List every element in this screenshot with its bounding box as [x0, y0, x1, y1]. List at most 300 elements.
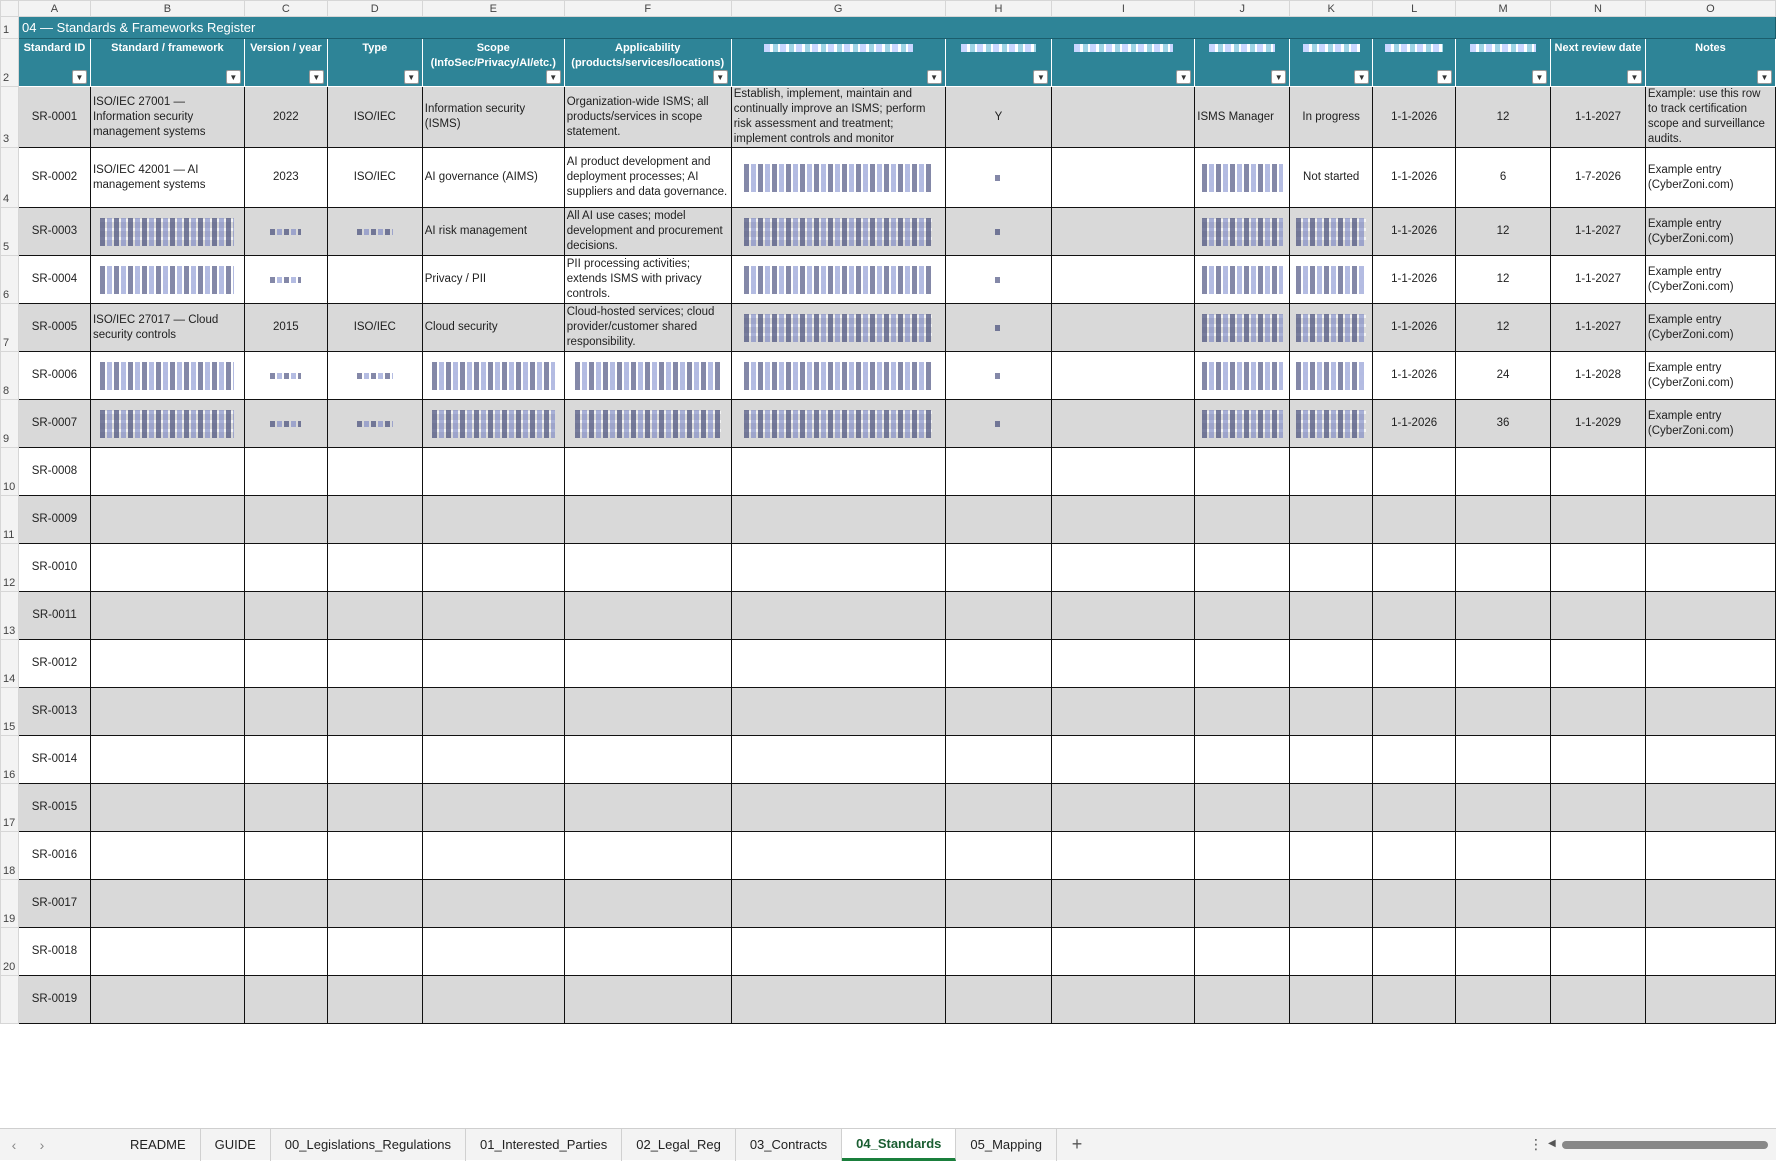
cell-n[interactable] [1551, 880, 1646, 928]
cell-d[interactable] [327, 832, 422, 880]
row-header[interactable]: 7 [1, 304, 19, 352]
cell-n[interactable] [1551, 736, 1646, 784]
cell-m[interactable] [1456, 640, 1551, 688]
filter-dropdown-icon[interactable]: ▼ [1437, 70, 1452, 84]
cell-i[interactable] [1052, 87, 1195, 148]
row-header[interactable]: 15 [1, 688, 19, 736]
row-header[interactable]: 9 [1, 400, 19, 448]
cell-l[interactable] [1373, 784, 1456, 832]
column-header-d[interactable]: D [327, 1, 422, 17]
filter-dropdown-icon[interactable]: ▼ [1757, 70, 1772, 84]
cell-b[interactable] [90, 496, 244, 544]
cell-a[interactable]: SR-0002 [18, 148, 90, 208]
cell-b[interactable] [90, 592, 244, 640]
cell-c[interactable] [244, 880, 327, 928]
row-header[interactable]: 16 [1, 736, 19, 784]
cell-k[interactable] [1290, 304, 1373, 352]
cell-d[interactable] [327, 400, 422, 448]
cell-i[interactable] [1052, 496, 1195, 544]
row-header[interactable]: 10 [1, 448, 19, 496]
cell-n[interactable]: 1-1-2027 [1551, 87, 1646, 148]
cell-a[interactable]: SR-0009 [18, 496, 90, 544]
cell-e[interactable] [422, 544, 564, 592]
cell-c[interactable] [244, 736, 327, 784]
cell-j[interactable] [1195, 148, 1290, 208]
cell-b[interactable] [90, 784, 244, 832]
column-header-k[interactable]: K [1290, 1, 1373, 17]
column-title-m[interactable] [1456, 39, 1551, 87]
cell-f[interactable]: All AI use cases; model development and procurement decisions. [564, 208, 731, 256]
cell-n[interactable]: 1-1-2029 [1551, 400, 1646, 448]
cell-o[interactable]: Example: use this row to track certification scope and surveillance audits. [1645, 87, 1775, 148]
cell-m[interactable]: 24 [1456, 352, 1551, 400]
sheet-tab-guide[interactable]: GUIDE [201, 1129, 271, 1161]
cell-l[interactable] [1373, 640, 1456, 688]
add-sheet-button[interactable]: + [1071, 1134, 1083, 1154]
cell-m[interactable]: 12 [1456, 208, 1551, 256]
cell-b[interactable] [90, 832, 244, 880]
row-header[interactable]: 5 [1, 208, 19, 256]
cell-i[interactable] [1052, 448, 1195, 496]
cell-l[interactable] [1373, 592, 1456, 640]
cell-c[interactable] [244, 400, 327, 448]
more-options-icon[interactable]: ⋮ [1529, 1136, 1543, 1152]
cell-a[interactable]: SR-0003 [18, 208, 90, 256]
cell-j[interactable] [1195, 400, 1290, 448]
cell-o[interactable] [1645, 976, 1775, 1024]
cell-f[interactable] [564, 928, 731, 976]
cell-h[interactable] [945, 688, 1052, 736]
cell-e[interactable] [422, 496, 564, 544]
cell-o[interactable] [1645, 736, 1775, 784]
cell-k[interactable] [1290, 736, 1373, 784]
cell-g[interactable] [731, 352, 945, 400]
cell-i[interactable] [1052, 832, 1195, 880]
filter-dropdown-icon[interactable]: ▼ [404, 70, 419, 84]
cell-k[interactable] [1290, 928, 1373, 976]
column-title-i[interactable] [1052, 39, 1195, 87]
cell-k[interactable] [1290, 208, 1373, 256]
cell-f[interactable] [564, 832, 731, 880]
cell-h[interactable] [945, 304, 1052, 352]
cell-k[interactable] [1290, 640, 1373, 688]
cell-d[interactable] [327, 352, 422, 400]
column-title-l[interactable] [1373, 39, 1456, 87]
cell-f[interactable] [564, 448, 731, 496]
cell-f[interactable]: Organization-wide ISMS; all products/services in scope statement. [564, 87, 731, 148]
cell-m[interactable] [1456, 496, 1551, 544]
cell-i[interactable] [1052, 400, 1195, 448]
cell-c[interactable] [244, 448, 327, 496]
cell-o[interactable]: Example entry (CyberZoni.com) [1645, 352, 1775, 400]
column-title-g[interactable] [731, 39, 945, 87]
cell-k[interactable]: Not started [1290, 148, 1373, 208]
cell-m[interactable] [1456, 544, 1551, 592]
horizontal-scrollbar[interactable] [1548, 1139, 1768, 1151]
cell-j[interactable] [1195, 496, 1290, 544]
select-all-corner[interactable] [1, 1, 19, 17]
sheet-tab-02-legal-reg[interactable]: 02_Legal_Reg [622, 1129, 736, 1161]
cell-h[interactable] [945, 976, 1052, 1024]
cell-l[interactable]: 1-1-2026 [1373, 87, 1456, 148]
cell-k[interactable] [1290, 256, 1373, 304]
cell-j[interactable]: ISMS Manager [1195, 87, 1290, 148]
column-header-o[interactable]: O [1645, 1, 1775, 17]
cell-h[interactable] [945, 352, 1052, 400]
cell-f[interactable] [564, 640, 731, 688]
cell-k[interactable] [1290, 352, 1373, 400]
row-header[interactable]: 6 [1, 256, 19, 304]
filter-dropdown-icon[interactable]: ▼ [546, 70, 561, 84]
cell-k[interactable] [1290, 496, 1373, 544]
cell-o[interactable] [1645, 784, 1775, 832]
column-header-c[interactable]: C [244, 1, 327, 17]
cell-e[interactable] [422, 736, 564, 784]
cell-c[interactable] [244, 256, 327, 304]
cell-o[interactable] [1645, 544, 1775, 592]
column-title-n[interactable] [1551, 39, 1646, 87]
filter-dropdown-icon[interactable]: ▼ [226, 70, 241, 84]
cell-e[interactable] [422, 592, 564, 640]
cell-n[interactable] [1551, 976, 1646, 1024]
column-title-o[interactable] [1645, 39, 1775, 87]
cell-m[interactable]: 36 [1456, 400, 1551, 448]
cell-n[interactable]: 1-1-2027 [1551, 208, 1646, 256]
cell-a[interactable]: SR-0019 [18, 976, 90, 1024]
column-title-b[interactable] [90, 39, 244, 87]
column-header-l[interactable]: L [1373, 1, 1456, 17]
cell-e[interactable] [422, 640, 564, 688]
cell-m[interactable]: 12 [1456, 256, 1551, 304]
row-header[interactable]: 14 [1, 640, 19, 688]
column-title-d[interactable] [327, 39, 422, 87]
cell-g[interactable] [731, 688, 945, 736]
sheet-tab-00-legislations-regulations[interactable]: 00_Legislations_Regulations [271, 1129, 466, 1161]
cell-n[interactable] [1551, 928, 1646, 976]
filter-dropdown-icon[interactable]: ▼ [1354, 70, 1369, 84]
sheet-title[interactable]: 04 — Standards & Frameworks Register [18, 17, 1775, 39]
cell-g[interactable] [731, 736, 945, 784]
cell-g[interactable] [731, 880, 945, 928]
cell-d[interactable] [327, 496, 422, 544]
cell-f[interactable] [564, 976, 731, 1024]
cell-c[interactable] [244, 352, 327, 400]
cell-d[interactable] [327, 208, 422, 256]
cell-n[interactable] [1551, 544, 1646, 592]
cell-b[interactable] [90, 544, 244, 592]
cell-f[interactable]: Cloud-hosted services; cloud provider/customer shared responsibility. [564, 304, 731, 352]
cell-a[interactable]: SR-0001 [18, 87, 90, 148]
cell-b[interactable] [90, 688, 244, 736]
cell-a[interactable]: SR-0005 [18, 304, 90, 352]
scroll-thumb[interactable] [1562, 1141, 1768, 1149]
cell-b[interactable]: ISO/IEC 27017 — Cloud security controls [90, 304, 244, 352]
cell-i[interactable] [1052, 640, 1195, 688]
filter-dropdown-icon[interactable]: ▼ [1033, 70, 1048, 84]
cell-f[interactable] [564, 544, 731, 592]
cell-m[interactable] [1456, 832, 1551, 880]
cell-k[interactable] [1290, 880, 1373, 928]
cell-b[interactable]: ISO/IEC 42001 — AI management systems [90, 148, 244, 208]
cell-a[interactable]: SR-0017 [18, 880, 90, 928]
cell-i[interactable] [1052, 208, 1195, 256]
row-header[interactable]: 11 [1, 496, 19, 544]
cell-h[interactable] [945, 448, 1052, 496]
cell-h[interactable] [945, 208, 1052, 256]
column-header-b[interactable]: B [90, 1, 244, 17]
cell-d[interactable] [327, 928, 422, 976]
cell-c[interactable] [244, 496, 327, 544]
cell-h[interactable] [945, 928, 1052, 976]
column-title-e[interactable] [422, 39, 564, 87]
cell-b[interactable] [90, 640, 244, 688]
cell-n[interactable] [1551, 832, 1646, 880]
cell-e[interactable] [422, 688, 564, 736]
cell-k[interactable] [1290, 448, 1373, 496]
cell-m[interactable] [1456, 592, 1551, 640]
column-header-m[interactable]: M [1456, 1, 1551, 17]
row-header[interactable]: 2 [1, 39, 19, 87]
cell-o[interactable] [1645, 688, 1775, 736]
column-header-a[interactable]: A [18, 1, 90, 17]
cell-h[interactable] [945, 784, 1052, 832]
cell-i[interactable] [1052, 304, 1195, 352]
filter-dropdown-icon[interactable]: ▼ [72, 70, 87, 84]
cell-l[interactable]: 1-1-2026 [1373, 256, 1456, 304]
cell-l[interactable] [1373, 976, 1456, 1024]
cell-l[interactable]: 1-1-2026 [1373, 304, 1456, 352]
cell-n[interactable]: 1-1-2028 [1551, 352, 1646, 400]
cell-j[interactable] [1195, 640, 1290, 688]
cell-b[interactable] [90, 256, 244, 304]
scroll-left-icon[interactable]: ◀ [1548, 1137, 1556, 1149]
cell-d[interactable]: ISO/IEC [327, 304, 422, 352]
cell-e[interactable] [422, 400, 564, 448]
column-header-h[interactable]: H [945, 1, 1052, 17]
cell-k[interactable] [1290, 976, 1373, 1024]
cell-o[interactable] [1645, 832, 1775, 880]
cell-e[interactable] [422, 928, 564, 976]
cell-n[interactable] [1551, 784, 1646, 832]
cell-k[interactable] [1290, 544, 1373, 592]
cell-f[interactable] [564, 688, 731, 736]
cell-h[interactable] [945, 544, 1052, 592]
column-header-g[interactable]: G [731, 1, 945, 17]
row-header[interactable]: 3 [1, 87, 19, 148]
cell-h[interactable] [945, 640, 1052, 688]
row-header[interactable]: 18 [1, 832, 19, 880]
cell-o[interactable]: Example entry (CyberZoni.com) [1645, 304, 1775, 352]
cell-c[interactable] [244, 832, 327, 880]
cell-e[interactable]: AI governance (AIMS) [422, 148, 564, 208]
cell-j[interactable] [1195, 208, 1290, 256]
cell-o[interactable] [1645, 496, 1775, 544]
cell-d[interactable] [327, 688, 422, 736]
cell-f[interactable] [564, 496, 731, 544]
cell-f[interactable] [564, 592, 731, 640]
cell-l[interactable] [1373, 448, 1456, 496]
cell-j[interactable] [1195, 304, 1290, 352]
cell-a[interactable]: SR-0010 [18, 544, 90, 592]
cell-k[interactable] [1290, 832, 1373, 880]
cell-i[interactable] [1052, 880, 1195, 928]
cell-l[interactable] [1373, 544, 1456, 592]
cell-m[interactable] [1456, 784, 1551, 832]
filter-dropdown-icon[interactable]: ▼ [713, 70, 728, 84]
cell-h[interactable] [945, 400, 1052, 448]
cell-i[interactable] [1052, 976, 1195, 1024]
cell-c[interactable] [244, 928, 327, 976]
column-title-k[interactable] [1290, 39, 1373, 87]
cell-a[interactable]: SR-0004 [18, 256, 90, 304]
cell-g[interactable] [731, 448, 945, 496]
cell-l[interactable] [1373, 928, 1456, 976]
cell-d[interactable] [327, 880, 422, 928]
cell-d[interactable] [327, 256, 422, 304]
cell-l[interactable] [1373, 736, 1456, 784]
row-header[interactable]: 12 [1, 544, 19, 592]
cell-a[interactable]: SR-0008 [18, 448, 90, 496]
cell-m[interactable] [1456, 736, 1551, 784]
cell-j[interactable] [1195, 976, 1290, 1024]
cell-n[interactable]: 1-1-2027 [1551, 256, 1646, 304]
cell-l[interactable] [1373, 496, 1456, 544]
cell-g[interactable] [731, 544, 945, 592]
cell-d[interactable]: ISO/IEC [327, 148, 422, 208]
cell-f[interactable] [564, 352, 731, 400]
cell-i[interactable] [1052, 736, 1195, 784]
cell-e[interactable]: AI risk management [422, 208, 564, 256]
filter-dropdown-icon[interactable]: ▼ [1176, 70, 1191, 84]
sheet-tab-01-interested-parties[interactable]: 01_Interested_Parties [466, 1129, 622, 1161]
cell-b[interactable] [90, 352, 244, 400]
cell-c[interactable] [244, 640, 327, 688]
cell-j[interactable] [1195, 736, 1290, 784]
cell-j[interactable] [1195, 784, 1290, 832]
cell-a[interactable]: SR-0018 [18, 928, 90, 976]
cell-e[interactable] [422, 352, 564, 400]
cell-d[interactable] [327, 448, 422, 496]
cell-m[interactable]: 12 [1456, 87, 1551, 148]
cell-h[interactable] [945, 592, 1052, 640]
filter-dropdown-icon[interactable]: ▼ [927, 70, 942, 84]
cell-o[interactable] [1645, 640, 1775, 688]
cell-a[interactable]: SR-0016 [18, 832, 90, 880]
cell-o[interactable]: Example entry (CyberZoni.com) [1645, 256, 1775, 304]
cell-j[interactable] [1195, 928, 1290, 976]
cell-g[interactable] [731, 304, 945, 352]
cell-j[interactable] [1195, 688, 1290, 736]
cell-g[interactable] [731, 592, 945, 640]
cell-o[interactable]: Example entry (CyberZoni.com) [1645, 208, 1775, 256]
cell-c[interactable]: 2015 [244, 304, 327, 352]
cell-g[interactable] [731, 496, 945, 544]
cell-e[interactable] [422, 448, 564, 496]
cell-g[interactable] [731, 256, 945, 304]
cell-a[interactable]: SR-0014 [18, 736, 90, 784]
cell-h[interactable] [945, 256, 1052, 304]
cell-d[interactable] [327, 640, 422, 688]
cell-m[interactable]: 6 [1456, 148, 1551, 208]
cell-b[interactable] [90, 400, 244, 448]
cell-m[interactable] [1456, 928, 1551, 976]
filter-dropdown-icon[interactable]: ▼ [1627, 70, 1642, 84]
cell-a[interactable]: SR-0013 [18, 688, 90, 736]
column-header-n[interactable]: N [1551, 1, 1646, 17]
cell-f[interactable] [564, 784, 731, 832]
cell-b[interactable]: ISO/IEC 27001 — Information security management systems [90, 87, 244, 148]
cell-m[interactable]: 12 [1456, 304, 1551, 352]
row-header[interactable]: 17 [1, 784, 19, 832]
sheet-tab-04-standards[interactable]: 04_Standards [842, 1129, 956, 1161]
cell-e[interactable] [422, 880, 564, 928]
filter-dropdown-icon[interactable]: ▼ [309, 70, 324, 84]
cell-n[interactable] [1551, 448, 1646, 496]
row-header[interactable]: 4 [1, 148, 19, 208]
cell-d[interactable]: ISO/IEC [327, 87, 422, 148]
cell-m[interactable] [1456, 880, 1551, 928]
sheet-tab-03-contracts[interactable]: 03_Contracts [736, 1129, 842, 1161]
cell-c[interactable] [244, 544, 327, 592]
row-header[interactable]: 13 [1, 592, 19, 640]
row-header[interactable]: 8 [1, 352, 19, 400]
cell-l[interactable]: 1-1-2026 [1373, 208, 1456, 256]
cell-a[interactable]: SR-0015 [18, 784, 90, 832]
cell-n[interactable] [1551, 496, 1646, 544]
cell-o[interactable] [1645, 928, 1775, 976]
cell-e[interactable]: Cloud security [422, 304, 564, 352]
column-header-j[interactable]: J [1195, 1, 1290, 17]
cell-b[interactable] [90, 448, 244, 496]
cell-e[interactable]: Privacy / PII [422, 256, 564, 304]
cell-i[interactable] [1052, 256, 1195, 304]
cell-a[interactable]: SR-0006 [18, 352, 90, 400]
cell-j[interactable] [1195, 544, 1290, 592]
column-header-i[interactable]: I [1052, 1, 1195, 17]
cell-h[interactable] [945, 880, 1052, 928]
cell-f[interactable] [564, 880, 731, 928]
column-title-h[interactable] [945, 39, 1052, 87]
sheet-tab-05-mapping[interactable]: 05_Mapping [956, 1129, 1057, 1161]
column-title-c[interactable] [244, 39, 327, 87]
cell-e[interactable] [422, 976, 564, 1024]
cell-o[interactable]: Example entry (CyberZoni.com) [1645, 400, 1775, 448]
cell-g[interactable] [731, 148, 945, 208]
cell-e[interactable] [422, 832, 564, 880]
cell-n[interactable]: 1-1-2027 [1551, 304, 1646, 352]
cell-l[interactable]: 1-1-2026 [1373, 400, 1456, 448]
next-sheet-icon[interactable]: › [39, 1136, 45, 1153]
cell-a[interactable]: SR-0007 [18, 400, 90, 448]
cell-o[interactable] [1645, 880, 1775, 928]
cell-j[interactable] [1195, 832, 1290, 880]
cell-j[interactable] [1195, 592, 1290, 640]
cell-b[interactable] [90, 736, 244, 784]
cell-c[interactable] [244, 688, 327, 736]
cell-k[interactable] [1290, 592, 1373, 640]
cell-o[interactable]: Example entry (CyberZoni.com) [1645, 148, 1775, 208]
column-header-f[interactable]: F [564, 1, 731, 17]
filter-dropdown-icon[interactable]: ▼ [1532, 70, 1547, 84]
cell-b[interactable] [90, 880, 244, 928]
cell-g[interactable] [731, 928, 945, 976]
cell-g[interactable] [731, 208, 945, 256]
cell-n[interactable] [1551, 640, 1646, 688]
cell-b[interactable] [90, 928, 244, 976]
cell-k[interactable] [1290, 400, 1373, 448]
cell-o[interactable] [1645, 592, 1775, 640]
cell-m[interactable] [1456, 976, 1551, 1024]
